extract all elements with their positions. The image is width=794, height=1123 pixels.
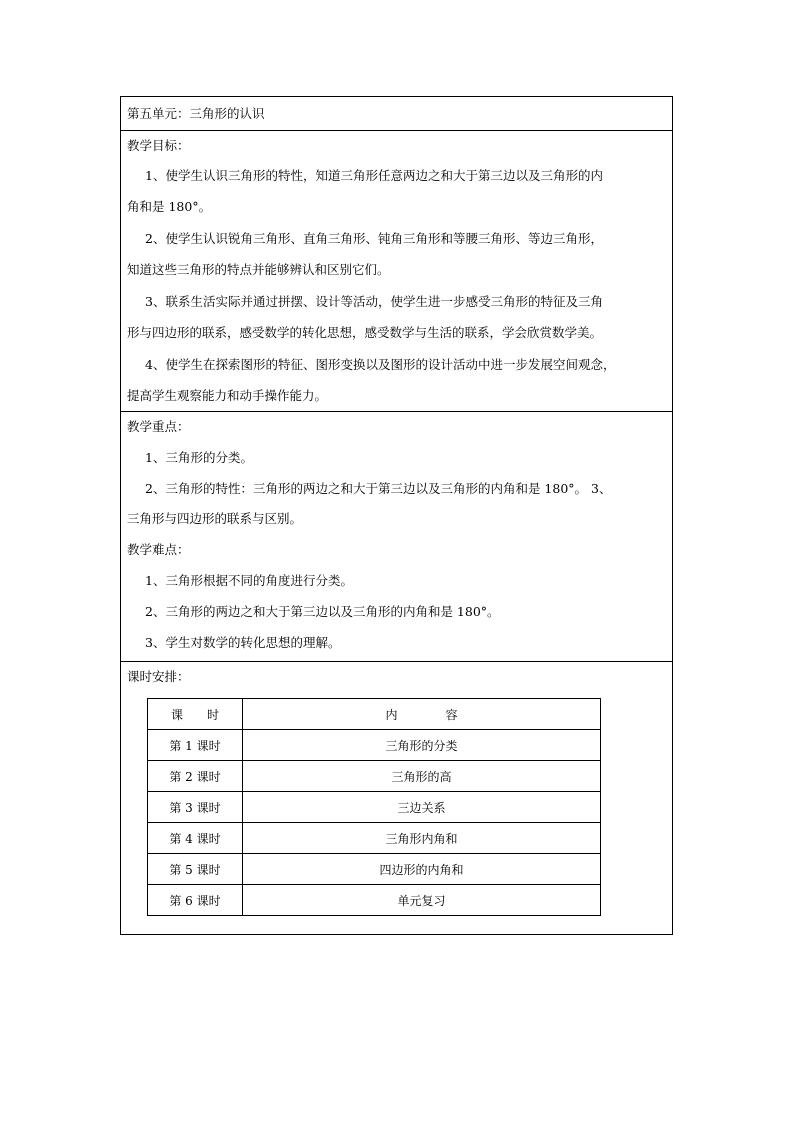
- period-cell: 第 3 课时: [148, 792, 243, 823]
- period-cell: 第 6 课时: [148, 885, 243, 916]
- table-row: [148, 730, 601, 761]
- objectives-heading: 教学目标：: [127, 138, 190, 153]
- content-cell: 单元复习: [243, 885, 601, 916]
- objective-2-line-2: 知道这些三角形的特点并能够辨认和区别它们。: [127, 262, 390, 277]
- period-cell: 第 1 课时: [148, 730, 243, 761]
- objective-3-line-1: 3、联系生活实际并通过拼摆、设计等活动，使学生进一步感受三角形的特征及三角: [145, 294, 603, 309]
- schedule-header-row: [148, 699, 601, 730]
- objective-2-line-1: 2、使学生认识锐角三角形、直角三角形、钝角三角形和等腰三角形、等边三角形，: [145, 231, 603, 246]
- schedule-heading: 课时安排：: [127, 669, 190, 684]
- content-cell: 三边关系: [243, 792, 601, 823]
- period-cell: 第 5 课时: [148, 854, 243, 885]
- table-row: [148, 823, 601, 854]
- lesson-plan-frame: [120, 96, 673, 935]
- content-cell: 三角形的分类: [243, 730, 601, 761]
- difficulty-1: 1、三角形根据不同的角度进行分类。: [145, 573, 353, 588]
- unit-title-row: [121, 97, 672, 131]
- key-points-heading: 教学重点：: [127, 419, 190, 434]
- key-point-2-line-1: 2、三角形的特性：三角形的两边之和大于第三边以及三角形的内角和是 180°。 3、: [145, 481, 612, 496]
- objective-1-line-2: 角和是 180°。: [127, 199, 212, 214]
- objective-1-line-1: 1、使学生认识三角形的特性，知道三角形任意两边之和大于第三边以及三角形的内: [145, 168, 603, 183]
- content-cell: 四边形的内角和: [243, 854, 601, 885]
- key-point-1: 1、三角形的分类。: [145, 450, 253, 465]
- key-points-section: [121, 411, 672, 662]
- period-cell: 第 4 课时: [148, 823, 243, 854]
- objective-3-line-2: 形与四边形的联系，感受数学的转化思想，感受数学与生活的联系，学会欣赏数学美。: [127, 325, 603, 340]
- objective-4-line-2: 提高学生观察能力和动手操作能力。: [127, 388, 328, 403]
- difficulties-heading: 教学难点：: [127, 542, 190, 557]
- header-content: 内 容: [243, 699, 601, 730]
- key-point-2-line-2: 三角形与四边形的联系与区别。: [127, 511, 303, 526]
- period-cell: 第 2 课时: [148, 761, 243, 792]
- difficulty-3: 3、学生对数学的转化思想的理解。: [145, 635, 341, 650]
- objective-4-line-1: 4、使学生在探索图形的特征、图形变换以及图形的设计活动中进一步发展空间观念，: [145, 357, 616, 372]
- content-cell: 三角形内角和: [243, 823, 601, 854]
- table-row: [148, 761, 601, 792]
- difficulty-2: 2、三角形的两边之和大于第三边以及三角形的内角和是 180°。: [145, 604, 500, 619]
- objectives-section: [121, 130, 672, 412]
- table-row: [148, 792, 601, 823]
- unit-title: 第五单元：三角形的认识: [127, 106, 265, 121]
- table-row: [148, 885, 601, 916]
- table-row: [148, 854, 601, 885]
- schedule-table: [147, 698, 601, 916]
- content-cell: 三角形的高: [243, 761, 601, 792]
- header-period: 课 时: [148, 699, 243, 730]
